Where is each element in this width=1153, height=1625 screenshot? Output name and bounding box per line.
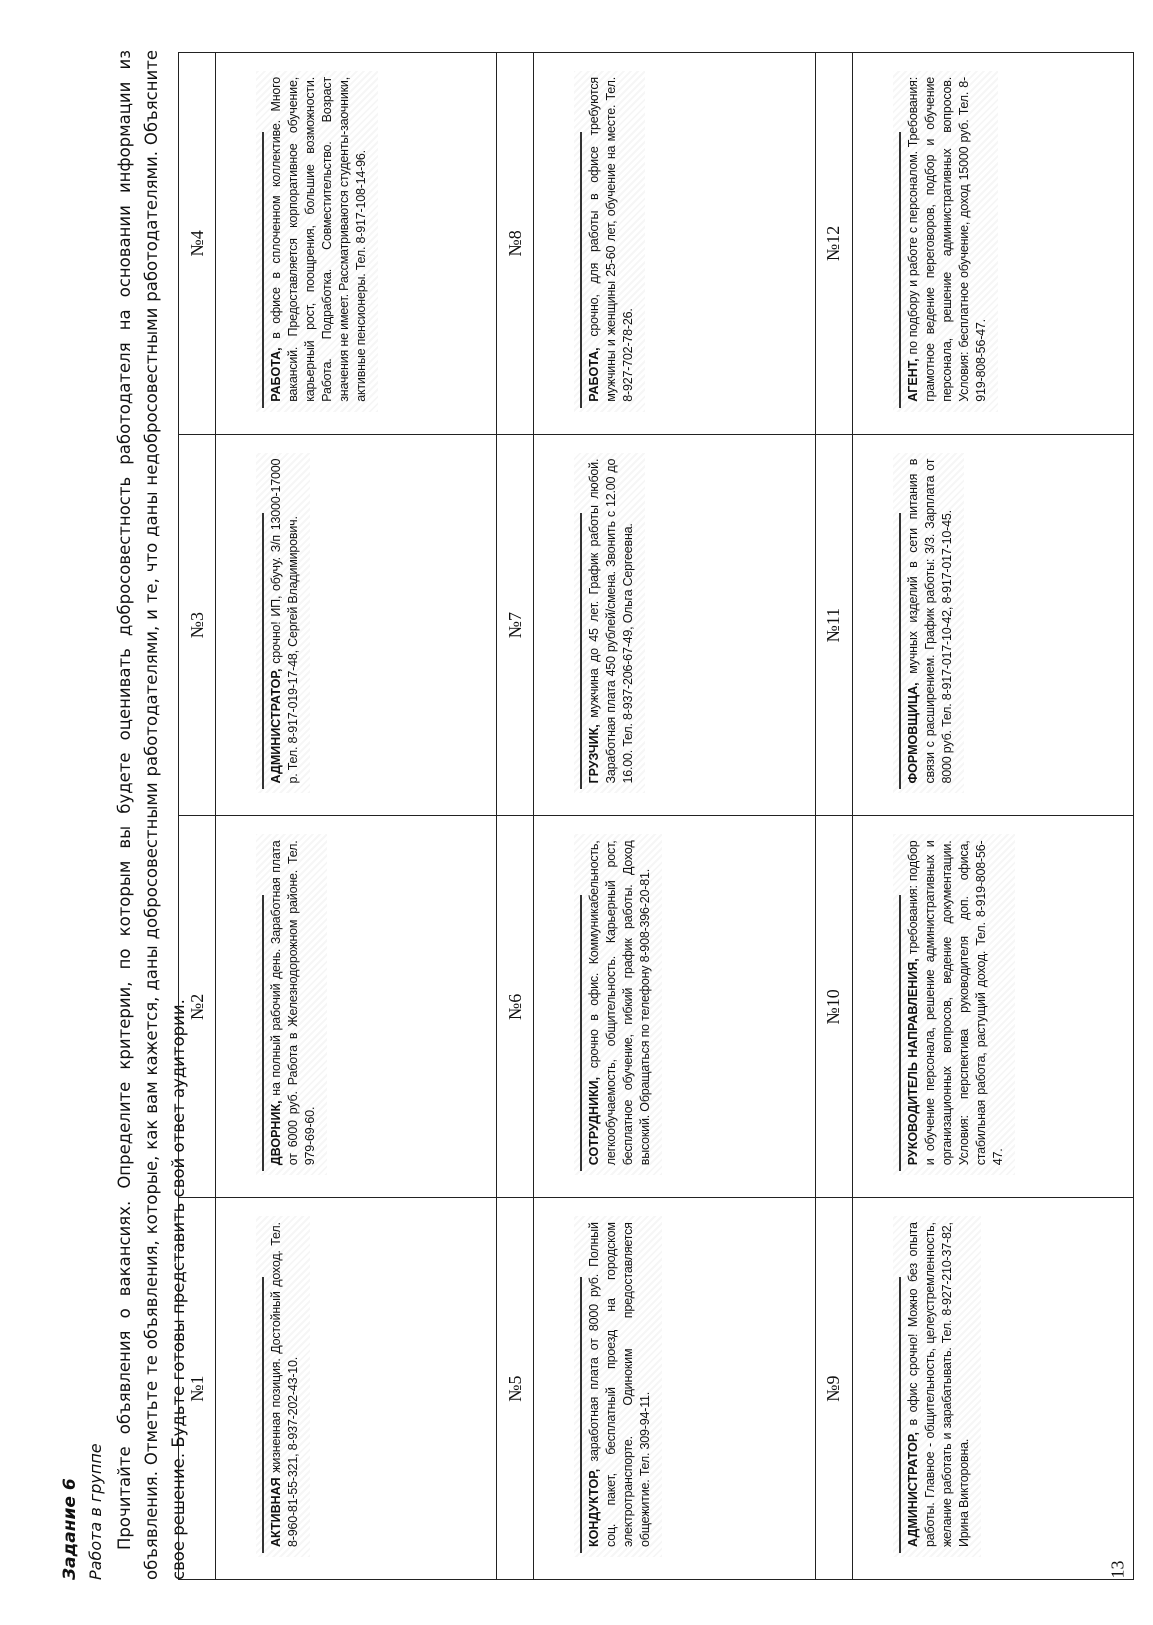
vacancy-ad: [256, 1216, 310, 1557]
ad-number: №1: [179, 1198, 216, 1580]
ad-text: в офис срочно! Можно без опыта работы. Главное - общительность, целеустремленность, желание работать и зарабатывать. Тел. 8-927-210-37-82, Ирина Викторовна.: [905, 1222, 971, 1547]
ad-number: №10: [815, 816, 852, 1198]
ad-cell: [216, 816, 497, 1198]
ad-text: по подбору и работе с персоналом. Требования: грамотное ведение переговоров, подбор и обучение персонала, решение административных вопросов. Условия: бесплатное обучение, доход 15000 руб. Тел. 8-919-808-56-47.: [905, 77, 988, 402]
task-instructions: Прочитайте объявления о вакансиях. Определите критерии, по которым вы будете оценивать добросовестность работодателя на основании информации из объявления. Отметьте те объявления, которые, как вам кажется, даны добросовестными работодателями, и те, что даны недобросовестными работодателями. Объясните свое решение. Будьте готовы представить свой ответ аудитории.: [115, 50, 188, 1580]
ad-cell: [852, 434, 1133, 816]
ad-keyword: РАБОТА,: [587, 347, 602, 402]
ad-text: заработная плата от 8000 руб. Полный соц. пакет, бесплатный проезд на городском электротранспорте. Одиноким предоставляется общежитие. Тел. 309-94-11.: [587, 1222, 653, 1547]
ad-keyword: СОТРУДНИКИ,: [587, 1076, 602, 1166]
rotated-page-content: [60, 50, 1140, 1580]
ad-keyword: КОНДУКТОР,: [587, 1468, 602, 1547]
ad-cell: [216, 434, 497, 816]
vacancy-ad: [574, 71, 645, 412]
ad-number: №5: [497, 1198, 534, 1580]
vacancy-ad: [893, 1216, 981, 1557]
vacancy-ad: [893, 453, 964, 794]
ad-cell: [216, 1198, 497, 1580]
task-header: [60, 50, 192, 1580]
ad-text: в офисе в сплоченном коллективе. Много вакансий. Предоставляется корпоративное обучение, карьерный рост, поощрения, большие возможности. Работа. Подработка. Совместительство. Возраст значения не имеет. Рассматриваются студенты-заочники, активные пенсионеры. Тел. 8-917-108-14-96.: [269, 77, 369, 402]
ad-divider: [580, 895, 582, 1171]
ad-divider: [899, 1277, 901, 1553]
ad-text: срочно! ИП, обучу. З/п 13000-17000 р. Тел. 8-917-019-17-48, Сергей Владимирович.: [269, 458, 301, 784]
ad-number: №4: [179, 53, 216, 435]
number-row: [179, 53, 216, 1580]
ad-divider: [262, 1277, 264, 1553]
ad-number: №12: [815, 53, 852, 435]
ad-number: №7: [497, 434, 534, 816]
number-row: [815, 53, 852, 1580]
task-title: Задание 6: [60, 1478, 80, 1580]
vacancy-ad: [256, 835, 327, 1176]
ads-row: [216, 53, 497, 1580]
ad-cell: [534, 816, 815, 1198]
vacancy-ad: [574, 835, 662, 1176]
ad-keyword: РУКОВОДИТЕЛЬ НАПРАВЛЕНИЯ,: [905, 958, 920, 1166]
ad-divider: [899, 132, 901, 408]
ad-keyword: РАБОТА,: [269, 347, 284, 402]
ad-keyword: АКТИВНАЯ: [269, 1477, 284, 1547]
page-number: 13: [1107, 1560, 1128, 1579]
ad-divider: [580, 513, 582, 789]
ads-row: [534, 53, 815, 1580]
ad-cell: [852, 816, 1133, 1198]
ad-text: жизненная позиция. Достойный доход. Тел. 8-960-81-55-321, 8-937-202-43-10.: [269, 1222, 301, 1547]
ad-divider: [262, 895, 264, 1171]
ad-keyword: АДМИНИСТРАТОР,: [905, 1432, 920, 1547]
vacancy-ads-table: [178, 52, 1134, 1580]
ad-text: мужчина до 45 лет. График работы любой. Заработная плата 450 рублей/смена. Звонить с 12.00 до 16.00. Тел. 8-937-206-67-49, Ольга Сергеевна.: [587, 458, 636, 784]
ad-divider: [580, 1277, 582, 1553]
vacancy-ad: [893, 835, 1015, 1176]
vacancy-ad: [574, 453, 645, 794]
ad-number: №9: [815, 1198, 852, 1580]
ad-cell: [852, 53, 1133, 435]
ads-row: [852, 53, 1133, 1580]
ad-keyword: ФОРМОВЩИЦА,: [905, 682, 920, 784]
ad-text: мучных изделий в сети питания в связи с расширением. График работы: 3/3. Зарплата от 8000 руб. Тел. 8-917-017-10-42, 8-917-017-10-45.: [905, 458, 954, 784]
ad-cell: [852, 1198, 1133, 1580]
ad-text: срочно, для работы в офисе требуются мужчины и женщины 25-60 лет, обучение на месте. Тел. 8-927-702-78-26.: [587, 77, 636, 402]
ad-number: №2: [179, 816, 216, 1198]
ad-text: на полный рабочий день. Заработная плата от 6000 руб. Работа в Железнодорожном районе. Тел. 979-69-60.: [269, 840, 318, 1166]
ad-keyword: ГРУЗЧИК,: [587, 724, 602, 784]
ad-text: требования: подбор и обучение персонала, решение административных и организационных вопросов, ведение документации. Условия: перспектива руководителя доп. офиса, стабильная работа, растущий доход. Тел. 8-919-808-56-47.: [905, 840, 1005, 1166]
ad-text: срочно в офис. Коммуникабельность, легкообучаемость, общительность. Карьерный рост, бесплатное обучение, гибкий график работы. Доход высокий. Обращаться по телефону 8-908-396-20-81.: [587, 840, 653, 1166]
ad-divider: [899, 895, 901, 1171]
number-row: [497, 53, 534, 1580]
vacancy-ad: [893, 71, 998, 412]
ad-cell: [216, 53, 497, 435]
ad-divider: [580, 132, 582, 408]
ad-keyword: ДВОРНИК,: [269, 1100, 284, 1166]
vacancy-ad: [256, 71, 378, 412]
ad-keyword: АДМИНИСТРАТОР,: [269, 668, 284, 784]
ad-divider: [899, 513, 901, 789]
vacancy-ad: [574, 1216, 662, 1557]
ad-cell: [534, 53, 815, 435]
ad-number: №6: [497, 816, 534, 1198]
vacancy-ad: [256, 453, 310, 794]
ad-keyword: АГЕНТ,: [905, 358, 920, 402]
ad-number: №11: [815, 434, 852, 816]
ad-number: №8: [497, 53, 534, 435]
task-subtitle: Работа в группе: [86, 1443, 105, 1580]
ad-cell: [534, 434, 815, 816]
ad-divider: [262, 513, 264, 789]
ad-cell: [534, 1198, 815, 1580]
ad-number: №3: [179, 434, 216, 816]
ad-divider: [262, 132, 264, 408]
